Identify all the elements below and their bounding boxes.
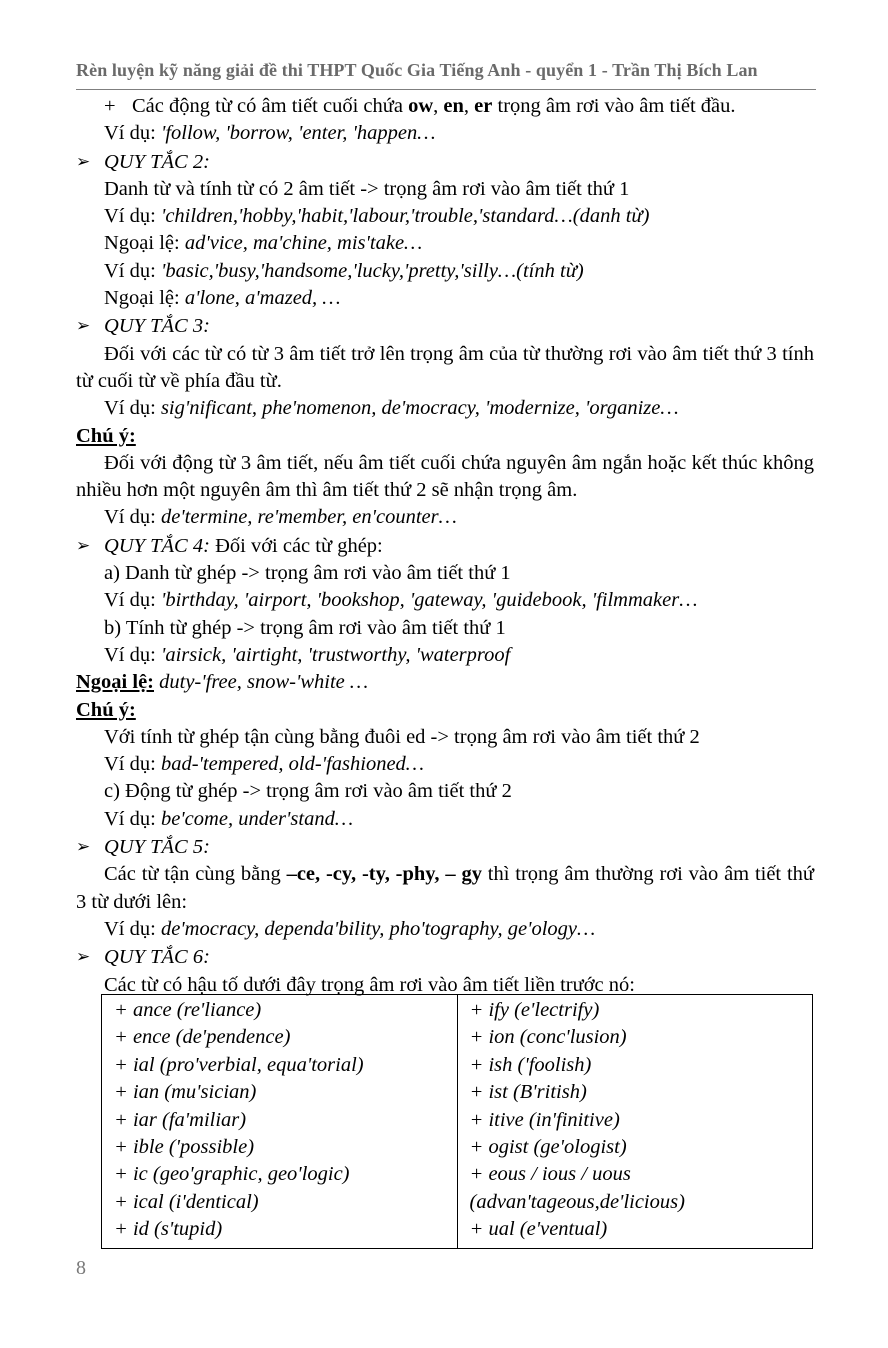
arrow-bullet-icon: ➢ bbox=[76, 837, 91, 857]
page-body bbox=[76, 93, 814, 999]
rule3-statement: Đối với các từ có từ 3 âm tiết trở lên trọng âm của từ thường rơi vào âm tiết thứ 3 tính từ cuối từ về phía đầu từ. bbox=[76, 342, 814, 392]
running-header: Rèn luyện kỹ năng giải đề thi THPT Quốc Gia Tiếng Anh - quyển 1 - Trần Thị Bích Lan bbox=[76, 60, 758, 80]
arrow-bullet-icon: ➢ bbox=[76, 316, 91, 336]
rule4-note-label: Chú ý: bbox=[76, 698, 136, 721]
list-item: + ogist (ge'ologist) bbox=[469, 1136, 627, 1159]
rule6-heading: ➢ QUY TẮC 6: bbox=[76, 943, 814, 971]
rule4-compound-nouns: a) Danh từ ghép -> trọng âm rơi vào âm tiết thứ 1 bbox=[104, 562, 511, 585]
rule4-compound-nouns-example: Ví dụ: 'birthday, 'airport, 'bookshop, 'gateway, 'guidebook, 'filmmaker… bbox=[104, 589, 698, 612]
rule4-compound-verbs-example: Ví dụ: be'come, under'stand… bbox=[104, 807, 354, 830]
rule5-example: Ví dụ: de'mocracy, dependa'bility, pho'tography, ge'ology… bbox=[104, 917, 596, 940]
list-item: + ify (e'lectrify) bbox=[469, 999, 600, 1021]
rule2-exception-nouns: Ngoại lệ: ad'vice, ma'chine, mis'take… bbox=[104, 232, 423, 255]
rule4-exception: Ngoại lệ: duty-'free, snow-'white … bbox=[76, 671, 369, 694]
rule2-heading: ➢ QUY TẮC 2: bbox=[76, 148, 814, 176]
list-item: (advan'tageous,de'licious) bbox=[469, 1190, 685, 1213]
list-item: + itive (in'finitive) bbox=[469, 1108, 620, 1131]
table-row bbox=[102, 995, 813, 1249]
list-item: + ence (de'pendence) bbox=[114, 1026, 291, 1049]
list-item: + ible ('possible) bbox=[114, 1136, 255, 1159]
rule3-note-example: Ví dụ: de'termine, re'member, en'counter… bbox=[104, 506, 457, 529]
suffix-column-left bbox=[102, 995, 458, 1249]
rule2-statement: Danh từ và tính từ có 2 âm tiết -> trọng âm rơi vào âm tiết thứ 1 bbox=[104, 177, 630, 200]
rule2-example-nouns: Ví dụ: 'children,'hobby,'habit,'labour,'trouble,'standard…(danh từ) bbox=[104, 205, 650, 228]
list-item: + ical (i'dentical) bbox=[114, 1190, 259, 1213]
rule4-compound-adjectives-example: Ví dụ: 'airsick, 'airtight, 'trustworthy, 'waterproof bbox=[104, 643, 511, 666]
list-item: + ial (pro'verbial, equa'torial) bbox=[114, 1053, 364, 1076]
rule4-note-example: Ví dụ: bad-'tempered, old-'fashioned… bbox=[104, 753, 425, 776]
rule4-compound-adjectives: b) Tính từ ghép -> trọng âm rơi vào âm tiết thứ 1 bbox=[104, 616, 506, 639]
page-number: 8 bbox=[76, 1257, 86, 1279]
header-rule bbox=[76, 89, 816, 90]
rule4-heading: ➢ QUY TẮC 4: Đối với các từ ghép: bbox=[76, 532, 814, 560]
list-item: + ual (e'ventual) bbox=[469, 1218, 608, 1241]
arrow-bullet-icon: ➢ bbox=[76, 947, 91, 967]
intro-example: Ví dụ: 'follow, 'borrow, 'enter, 'happen… bbox=[104, 122, 436, 145]
rule5-heading: ➢ QUY TẮC 5: bbox=[76, 833, 814, 861]
list-item: + ic (geo'graphic, geo'logic) bbox=[114, 1163, 350, 1186]
list-item: + eous / ious / uous bbox=[469, 1163, 631, 1186]
list-item: + ion (conc'lusion) bbox=[469, 1026, 627, 1049]
rule2-exception-adjectives: Ngoại lệ: a'lone, a'mazed, … bbox=[104, 287, 341, 310]
rule2-example-adjectives: Ví dụ: 'basic,'busy,'handsome,'lucky,'pretty,'silly…(tính từ) bbox=[104, 259, 584, 282]
list-item: + iar (fa'miliar) bbox=[114, 1108, 247, 1131]
rule3-note-statement: Đối với động từ 3 âm tiết, nếu âm tiết cuối chứa nguyên âm ngắn hoặc kết thúc không nhiều hơn một nguyên âm thì âm tiết thứ 2 sẽ nhận trọng âm. bbox=[76, 451, 814, 502]
list-item: + id (s'tupid) bbox=[114, 1218, 223, 1241]
arrow-bullet-icon: ➢ bbox=[76, 535, 91, 555]
rule3-heading: ➢ QUY TẮC 3: bbox=[76, 312, 814, 340]
list-item: + ance (re'liance) bbox=[114, 999, 262, 1021]
intro-rule-line: + Các động từ có âm tiết cuối chứa ow, en, er trọng âm rơi vào âm tiết đầu. bbox=[76, 93, 814, 120]
rule4-note-statement: Với tính từ ghép tận cùng bằng đuôi ed -> trọng âm rơi vào âm tiết thứ 2 bbox=[104, 725, 700, 748]
list-item: + ist (B'ritish) bbox=[469, 1081, 587, 1104]
rule4-compound-verbs: c) Động từ ghép -> trọng âm rơi vào âm tiết thứ 2 bbox=[104, 780, 512, 803]
rule5-statement: Các từ tận cùng bằng –ce, -cy, -ty, -phy, – gy thì trọng âm thường rơi vào âm tiết thứ 3 từ dưới lên: bbox=[76, 863, 815, 913]
list-item: + ish ('foolish) bbox=[469, 1053, 592, 1076]
rule3-example: Ví dụ: sig'nificant, phe'nomenon, de'mocracy, 'modernize, 'organize… bbox=[104, 397, 679, 420]
rule3-note-label: Chú ý: bbox=[76, 424, 136, 447]
rule6-statement: Các từ có hậu tố dưới đây trọng âm rơi vào âm tiết liền trước nó: bbox=[104, 973, 635, 996]
list-item: + ian (mu'sician) bbox=[114, 1081, 257, 1104]
plus-bullet: + bbox=[104, 95, 116, 117]
arrow-bullet-icon: ➢ bbox=[76, 151, 91, 171]
suffix-table bbox=[101, 994, 813, 1249]
suffix-column-right bbox=[457, 995, 813, 1249]
